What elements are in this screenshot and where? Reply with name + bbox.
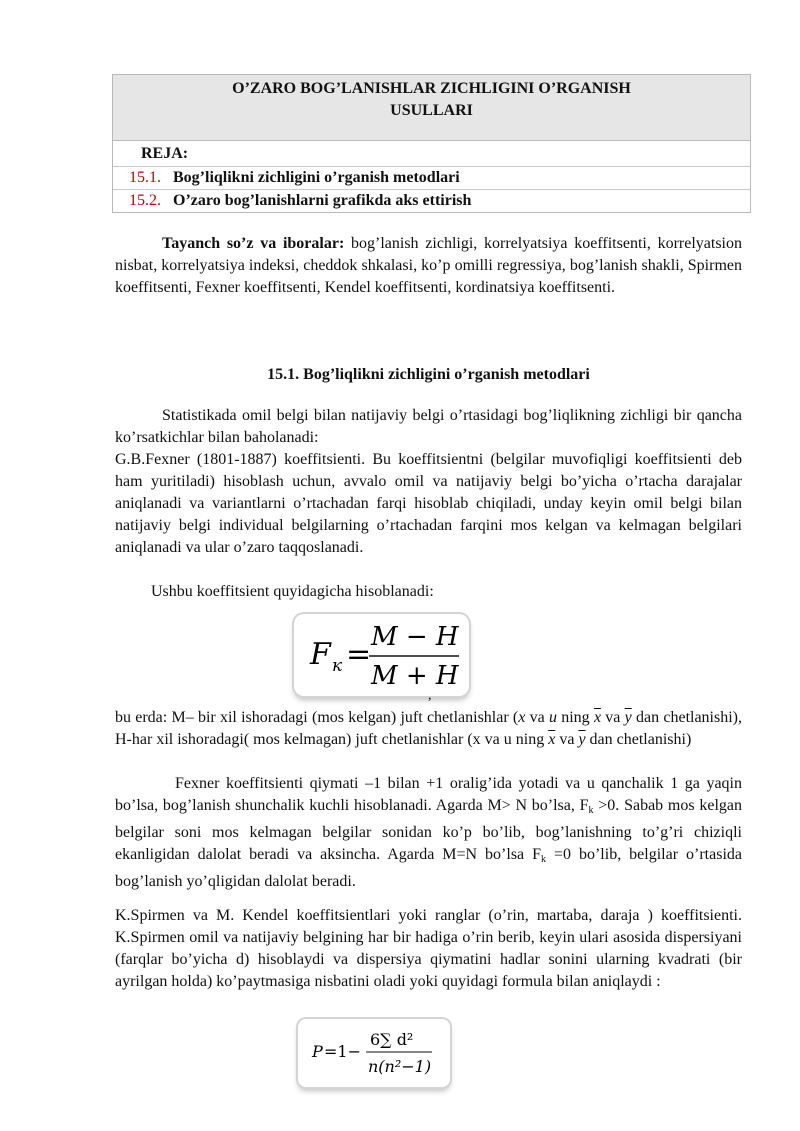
plan-table xyxy=(112,74,751,213)
formula2-eq: =1− xyxy=(324,1042,361,1061)
intro-paragraph: Statistikada omil belgi bilan natijaviy belgi o’rtasidagi bog’liqlikning zichligi bir qancha ko’rsatkichlar bilan baholanadi: xyxy=(115,407,742,446)
formula-lhs: F xyxy=(310,637,331,672)
plan-item xyxy=(113,190,750,212)
plan-item-number: 15.2. xyxy=(129,192,161,209)
section-heading: 15.1. Bog’liqlikni zichligini o’rganish metodlari xyxy=(267,366,590,383)
var-u: u xyxy=(548,709,557,726)
formula-eq: = xyxy=(346,637,372,672)
var-x: x xyxy=(518,709,526,726)
formula-numerator: M − H xyxy=(371,622,459,652)
notation-text: dan chetlanishi), H-har xil ishoradagi( mos kelmagan) juft chetlanishlar (x va u ning xyxy=(115,709,743,748)
notation-paragraph xyxy=(115,707,742,751)
keywords-paragraph xyxy=(115,233,742,299)
notation-text: bu erda: M– bir xil ishoradagi (mos kelgan) juft chetlanishlar ( xyxy=(115,709,519,726)
plan-item-text: Bog’liqlikni zichligini o’rganish metodlari xyxy=(173,169,460,186)
spirmen-formula-svg xyxy=(298,1019,450,1087)
chapter-title xyxy=(113,75,750,141)
keywords-label: Tayanch so’z va iboralar: xyxy=(162,235,345,252)
formula-sub: к xyxy=(332,656,343,676)
notation-text: va xyxy=(555,731,579,748)
formula-comma: , xyxy=(428,688,432,703)
x-bar-symbol: $\overline{x}$ xyxy=(593,709,602,726)
interpretation-text: >0. Sabab mos kelgan belgilar soni mos kelmagan belgilar sonidan ko’p bo’lib, bog’lanishning to’g’ri chiziqli ekanligidan dalolat beradi va aksincha. Agarda M=N bo’lsa F xyxy=(115,797,742,863)
spirmen-formula xyxy=(298,1019,450,1087)
plan-item xyxy=(113,167,750,190)
fexner-interpretation xyxy=(115,773,742,893)
notation-text: va xyxy=(601,709,621,726)
formula2-numerator: 6∑ d² xyxy=(370,1030,414,1049)
interpretation-text: =0 bo’lib, belgilar o’rtasida bog’lanish yo’qligidan dalolat beradi. xyxy=(115,846,742,890)
plan-item-number: 15.1. xyxy=(129,169,161,186)
spirmen-paragraph: K.Spirmen va M. Kendel koeffitsientlari yoki ranglar (o’rin, martaba, daraja ) koeffitsienti. K.Spirmen omil va natijaviy belgining har bir hadiga o’rin berib, keyin ulari asosida dispersiyani (farqlar bo’yicha d) hisoblaydi va dispersiya qiymatini hadlar sonini ularning kvadrati (bir ayrilgan holda) ko’paytmasiga nisbatini oladi yoki quyidagi formula bilan aniqlaydi : xyxy=(115,907,742,990)
formula2-lhs: P xyxy=(312,1042,323,1061)
fexner-formula-svg xyxy=(294,614,469,696)
interpretation-text: Fexner koeffitsienti qiymati –1 bilan +1 oralig’ida yotadi va u qanchalik 1 ga yaqin bo’lsa, bog’lanish shunchalik kuchli hisoblanadi. Agarda M> N bo’lsa, F xyxy=(115,775,742,814)
chapter-title-line1: O’ZARO BOG’LANISHLAR ZICHLIGINI O’RGANISH xyxy=(232,80,631,97)
reja-label: REJA: xyxy=(113,141,750,167)
formula-intro: Ushbu koeffitsient quyidagicha hisoblanadi: xyxy=(151,583,434,600)
fexner-formula xyxy=(294,614,469,696)
formula-denominator: M + H xyxy=(371,661,459,691)
y-bar-symbol: $\overline{y}$ xyxy=(578,731,586,748)
subscript-k: k xyxy=(588,805,594,816)
keywords-text: bog’lanish zichligi, korrelyatsiya koeffitsenti, korrelyatsion nisbat, korrelyatsiya indeksi, cheddok shkalasi, ko’p omilli regressiya, bog’lanish shakli, Spirmen koeffitsenti, Fexner koeffitsenti, Kendel koeffitsenti, kordinatsiya koeffitsenti. xyxy=(115,235,742,296)
notation-text: va xyxy=(525,709,549,726)
plan-item-text: O’zaro bog’lanishlarni grafikda aks ettirish xyxy=(173,192,472,209)
subscript-k: k xyxy=(541,854,547,865)
x-bar-symbol: $\overline{x}$ xyxy=(548,731,556,748)
notation-text: dan chetlanishi) xyxy=(585,731,692,748)
formula2-denominator: n(n²−1) xyxy=(368,1057,432,1076)
fexner-paragraph: G.B.Fexner (1801-1887) koeffitsienti. Bu koeffitsientni (belgilar muvofiqligi koeffitsienti deb ham yuritiladi) hisoblash uchun, avvalo omil va natijaviy belgi bo’yicha o’rtacha darajalar aniqlanadi va variantlarni o’rtachadan farqi hisoblab chiqiladi, unday keyin omil belgi bilan natijaviy belgi individual belgilarning o’rtachadan farqini mos kelgan va kelmagan belgilari aniqlanadi va ular o’zaro taqqoslanadi. xyxy=(115,451,742,556)
chapter-title-line2: USULLARI xyxy=(390,102,473,119)
notation-text: ning xyxy=(556,709,594,726)
y-bar-symbol: $\overline{y}$ xyxy=(624,709,632,726)
